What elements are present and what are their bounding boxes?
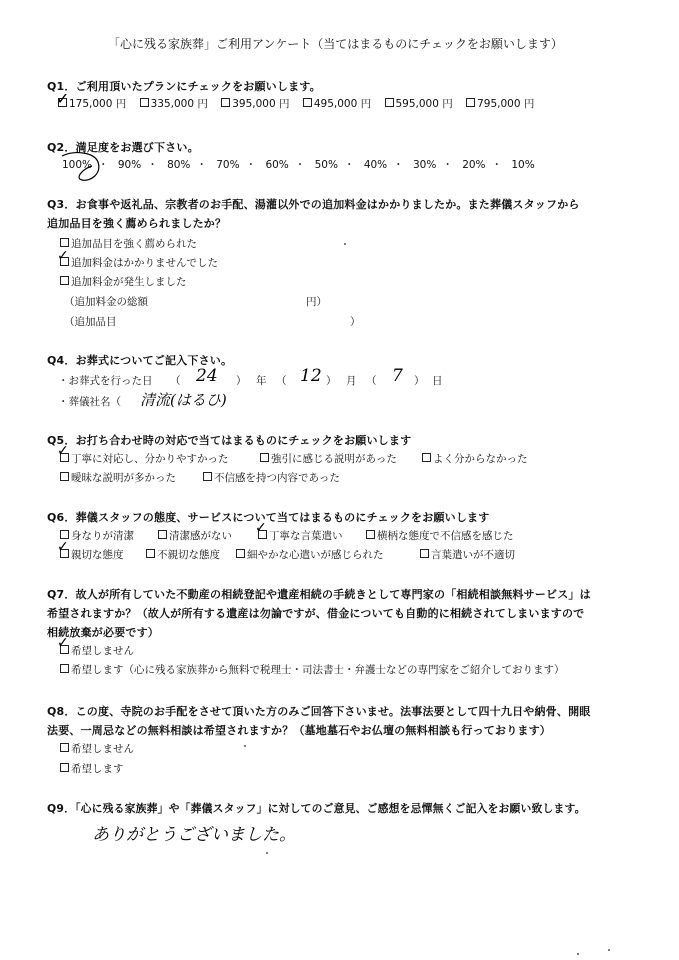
- checkbox[interactable]: [60, 743, 69, 752]
- q4-date-label: ・お葬式を行った日: [58, 375, 153, 387]
- q3-question-line2: 追加品目を強く薦められましたか？: [47, 217, 227, 230]
- scale-60[interactable]: 60%: [265, 159, 289, 171]
- q3-option-2[interactable]: 追加料金はかかりませんでした: [60, 255, 218, 270]
- scan-speck: [577, 953, 579, 955]
- checkbox[interactable]: [236, 549, 245, 558]
- year-unit: 年: [256, 375, 267, 387]
- check-mark-icon: ✓: [57, 248, 69, 264]
- q1-option-4[interactable]: 495,000 円: [303, 98, 371, 110]
- paren-open: （: [276, 375, 287, 387]
- circle-mark-icon: [54, 148, 104, 186]
- q5-question: Q5．お打ち合わせ時の対応で当てはまるものにチェックをお願いします: [47, 434, 412, 447]
- scale-20[interactable]: 20%: [462, 159, 486, 171]
- q7-question-line1: Q7．故人が所有していた不動産の相続登記や遺産相続の手続きとして専門家の「相続相談無料サービス」は: [47, 588, 591, 601]
- q3-amount-label: （追加料金の総額: [64, 296, 148, 308]
- q7-option-1[interactable]: 希望しません: [60, 643, 134, 658]
- checkbox[interactable]: [140, 98, 149, 107]
- q7-question-line3: 相続放棄が必要です）: [47, 626, 159, 639]
- paren-open: （: [170, 375, 181, 387]
- checkbox[interactable]: [146, 549, 155, 558]
- checkbox[interactable]: [366, 530, 375, 539]
- q4-company-label: ・葬儀社名（: [58, 396, 121, 408]
- q8-option-2[interactable]: 希望します: [60, 761, 124, 776]
- checkbox[interactable]: [158, 530, 167, 539]
- survey-title: 「心に残る家族葬」ご利用アンケート（当てはまるものにチェックをお願いします）: [108, 37, 563, 51]
- checkbox[interactable]: [420, 549, 429, 558]
- q3-option-1[interactable]: 追加品目を強く薦められた: [60, 236, 197, 251]
- scale-70[interactable]: 70%: [216, 159, 240, 171]
- q9-answer[interactable]: ありがとうございました。: [92, 825, 296, 845]
- scale-90[interactable]: 90%: [117, 159, 142, 171]
- checkbox[interactable]: [260, 453, 269, 462]
- scale-100[interactable]: 100%: [62, 159, 93, 171]
- q5-option-4[interactable]: 曖昧な説明が多かった: [60, 470, 176, 485]
- checkbox[interactable]: [385, 98, 394, 107]
- q1-option-3[interactable]: 395,000 円: [221, 98, 289, 110]
- checkbox[interactable]: [60, 238, 69, 247]
- checkbox[interactable]: [60, 276, 69, 285]
- scan-speck: [344, 243, 346, 245]
- q1-options: [58, 96, 534, 111]
- q8-question-line2: 法要、一周忌などの無料相談は希望されますか？（墓地墓石やお仏壇の無料相談も行っております）: [47, 724, 551, 737]
- day-unit: 日: [432, 375, 443, 387]
- scan-speck: [266, 852, 268, 854]
- checkbox[interactable]: [60, 472, 69, 481]
- scale-40[interactable]: 40%: [363, 159, 388, 171]
- month-value[interactable]: 12: [300, 366, 322, 386]
- q1-question: Q1．ご利用頂いたプランにチェックをお願いします。: [47, 80, 321, 93]
- checkbox[interactable]: [422, 453, 431, 462]
- q6-option-2[interactable]: 清潔感がない: [158, 528, 232, 543]
- scale-30[interactable]: 30%: [413, 159, 437, 171]
- checkbox[interactable]: [60, 763, 69, 772]
- q3-item-label: （追加品目: [64, 316, 117, 328]
- checkbox[interactable]: [203, 472, 212, 481]
- q6-question: Q6．葬儀スタッフの態度、サービスについて当てはまるものにチェックをお願いします: [47, 511, 490, 524]
- check-mark-icon: ✓: [255, 520, 267, 536]
- check-mark-icon: ✓: [57, 443, 69, 459]
- q1-option-1[interactable]: 175,000 円: [58, 98, 126, 110]
- scan-speck: [244, 745, 246, 747]
- year-value[interactable]: 24: [196, 366, 218, 386]
- q1-option-2[interactable]: 335,000 円: [140, 98, 208, 110]
- company-value[interactable]: 清流(はるひ): [140, 391, 227, 409]
- check-mark-icon: ✓: [56, 89, 70, 108]
- scale-80[interactable]: 80%: [167, 159, 191, 171]
- day-value[interactable]: 7: [392, 366, 403, 386]
- check-mark-icon: ✓: [57, 635, 69, 651]
- paren-close: ）: [414, 375, 425, 387]
- paren-close: ）: [236, 375, 247, 387]
- q6-option-8[interactable]: 言葉遣いが不適切: [420, 547, 515, 562]
- paren-close: ）: [326, 375, 337, 387]
- q6-option-3[interactable]: 丁寧な言葉遣い: [258, 528, 343, 543]
- q5-option-5[interactable]: 不信感を持つ内容であった: [203, 470, 340, 485]
- scale-50[interactable]: 50%: [314, 159, 338, 171]
- q2-question: Q2．満足度をお選び下さい。: [47, 141, 199, 154]
- q6-option-6[interactable]: 不親切な態度: [146, 547, 220, 562]
- checkbox[interactable]: [60, 664, 69, 673]
- checkbox[interactable]: [303, 98, 312, 107]
- q5-option-1[interactable]: 丁寧に対応し、分かりやすかった: [60, 451, 229, 466]
- check-mark-icon: ✓: [57, 539, 69, 555]
- q1-option-6[interactable]: 795,000 円: [466, 98, 534, 110]
- checkbox[interactable]: [60, 530, 69, 539]
- q8-option-1[interactable]: 希望しません: [60, 741, 134, 756]
- q4-question: Q4．お葬式についてご記入下さい。: [47, 354, 233, 367]
- q8-question-line1: Q8．この度、寺院のお手配をさせて頂いた方のみご回答下さいませ。法事法要として四十九日や納骨、開眼: [47, 705, 591, 718]
- q3-option-3[interactable]: 追加料金が発生しました: [60, 274, 187, 289]
- q1-option-5[interactable]: 595,000 円: [385, 98, 453, 110]
- checkbox[interactable]: [221, 98, 230, 107]
- q5-option-3[interactable]: よく分からなかった: [422, 451, 528, 466]
- q6-option-4[interactable]: 横柄な態度で不信感を感じた: [366, 528, 514, 543]
- q6-option-5[interactable]: 親切な態度: [60, 547, 124, 562]
- scan-speck: [608, 949, 610, 951]
- scale-10[interactable]: 10%: [511, 159, 535, 171]
- q3-question-line1: Q3．お食事や返礼品、宗教者のお手配、湯灌以外での追加料金はかかりましたか。また葬儀スタッフから: [47, 198, 580, 211]
- q3-amount-unit: 円）: [306, 296, 327, 308]
- q9-question: Q9．「心に残る家族葬」や「葬儀スタッフ」に対してのご意見、ご感想を忌憚無くご記入をお願い致します。: [47, 802, 586, 815]
- q3-item-close: ）: [350, 316, 361, 328]
- q7-question-line2: 希望されますか？（故人が所有する遺産は勿論ですが、借金についても自動的に相続されてしまいますので: [47, 607, 585, 620]
- q7-option-2[interactable]: 希望します（心に残る家族葬から無料で税理士・司法書士・弁護士などの専門家をご紹介しております）: [60, 662, 565, 677]
- q6-option-1[interactable]: 身なりが清潔: [60, 528, 134, 543]
- q6-option-7[interactable]: 細やかな心遣いが感じられた: [236, 547, 384, 562]
- q5-option-2[interactable]: 強引に感じる説明があった: [260, 451, 397, 466]
- q2-scale: 100% ・ 90% ・ 80% ・ 70% ・ 60% ・ 50% ・ 40% ・ 30% ・ 20% ・ 10%: [62, 159, 535, 171]
- checkbox[interactable]: [466, 98, 475, 107]
- month-unit: 月: [346, 375, 357, 387]
- paren-open: （: [366, 375, 377, 387]
